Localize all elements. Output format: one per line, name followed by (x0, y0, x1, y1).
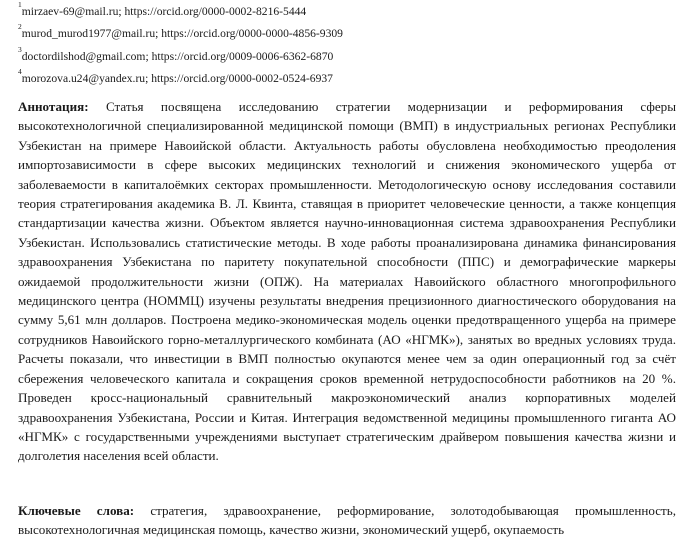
affiliation-number: 3 (18, 44, 22, 54)
affiliation-3 (18, 46, 678, 68)
author-affiliations (18, 1, 678, 91)
affiliation-2 (18, 23, 678, 45)
keywords-label: Ключевые слова: (18, 503, 135, 518)
affiliation-number: 2 (18, 22, 22, 32)
affiliation-contact: morozova.u24@yandex.ru; https://orcid.org/0000-0002-0524-6937 (21, 72, 333, 86)
affiliation-4 (18, 68, 678, 90)
keywords-text: стратегия, здравоохранение, реформирование, золотодобывающая промышленность, высокотехнологичная медицинская помощь, качество жизни, экономический ущерб, окупаемость (18, 503, 676, 538)
abstract-paragraph (18, 97, 676, 466)
keywords (18, 501, 676, 540)
affiliation-contact: mirzaev-69@mail.ru; https://orcid.org/0000-0002-8216-5444 (21, 5, 307, 18)
affiliation-contact: doctordilshod@gmail.com; https://orcid.org/0009-0006-6362-6870 (21, 49, 334, 63)
abstract-label: Аннотация: (18, 99, 89, 114)
affiliation-1 (18, 1, 678, 23)
abstract-text: Статья посвящена исследованию стратегии модернизации и реформирования сферы высокотехнологичной специализированной медицинской помощи (ВМП) в индустриальных регионах Республики Узбекистан на примере Навоийской области. Актуальность работы обусловлена необходимостью преодоления импортозависимости в сфере высоких медицинских технологий и снижения экономического ущерба от заболеваемости в капиталоёмких секторах промышленности. Методологическую основу исследования составили теория стратегирования академика В. Л. Квинта, ставящая в приоритет человеческие ценности, а также концепция стандартизации качества жизни. Объектом является научно-инновационная система здравоохранения Республики Узбекистан. Использовались статистические методы. В ходе работы проанализирована динамика финансирования здравоохранения Узбекистана по паритету покупательной способности (ППС) и демографические маркеры ожидаемой продолжительности жизни (ОПЖ). На материалах Навоийского областного многопрофильного медицинского центра (НОММЦ) изучены результаты внедрения прецизионного диагностического оборудования на сумму 5,61 млн долларов. Построена медико-экономическая модель оценки предотвращенного ущерба на примере сотрудников Навоийского горно-металлургического комбината (АО «НГМК»), занятых во вредных условиях труда. Расчеты показали, что инвестиции в ВМП полностью окупаются менее чем за один операционный год за счёт сбережения человеческого капитала и сокращения сроков временной нетрудоспособности работников на 20 %. Проведен кросс-национальный сравнительный макроэкономический анализ корпоративных моделей здравоохранения Узбекистана, России и Китая. Интеграция ведомственной медицины промышленного гиганта АО «НГМК» с государственными учреждениями выступает стратегическим драйвером повышения качества жизни и долголетия населения всей области. (18, 99, 676, 464)
affiliation-contact: murod_murod1977@mail.ru; https://orcid.org/0000-0000-4856-9309 (21, 27, 343, 41)
affiliation-number: 4 (18, 67, 22, 77)
affiliation-number: 1 (18, 0, 22, 9)
abstract (18, 97, 676, 466)
